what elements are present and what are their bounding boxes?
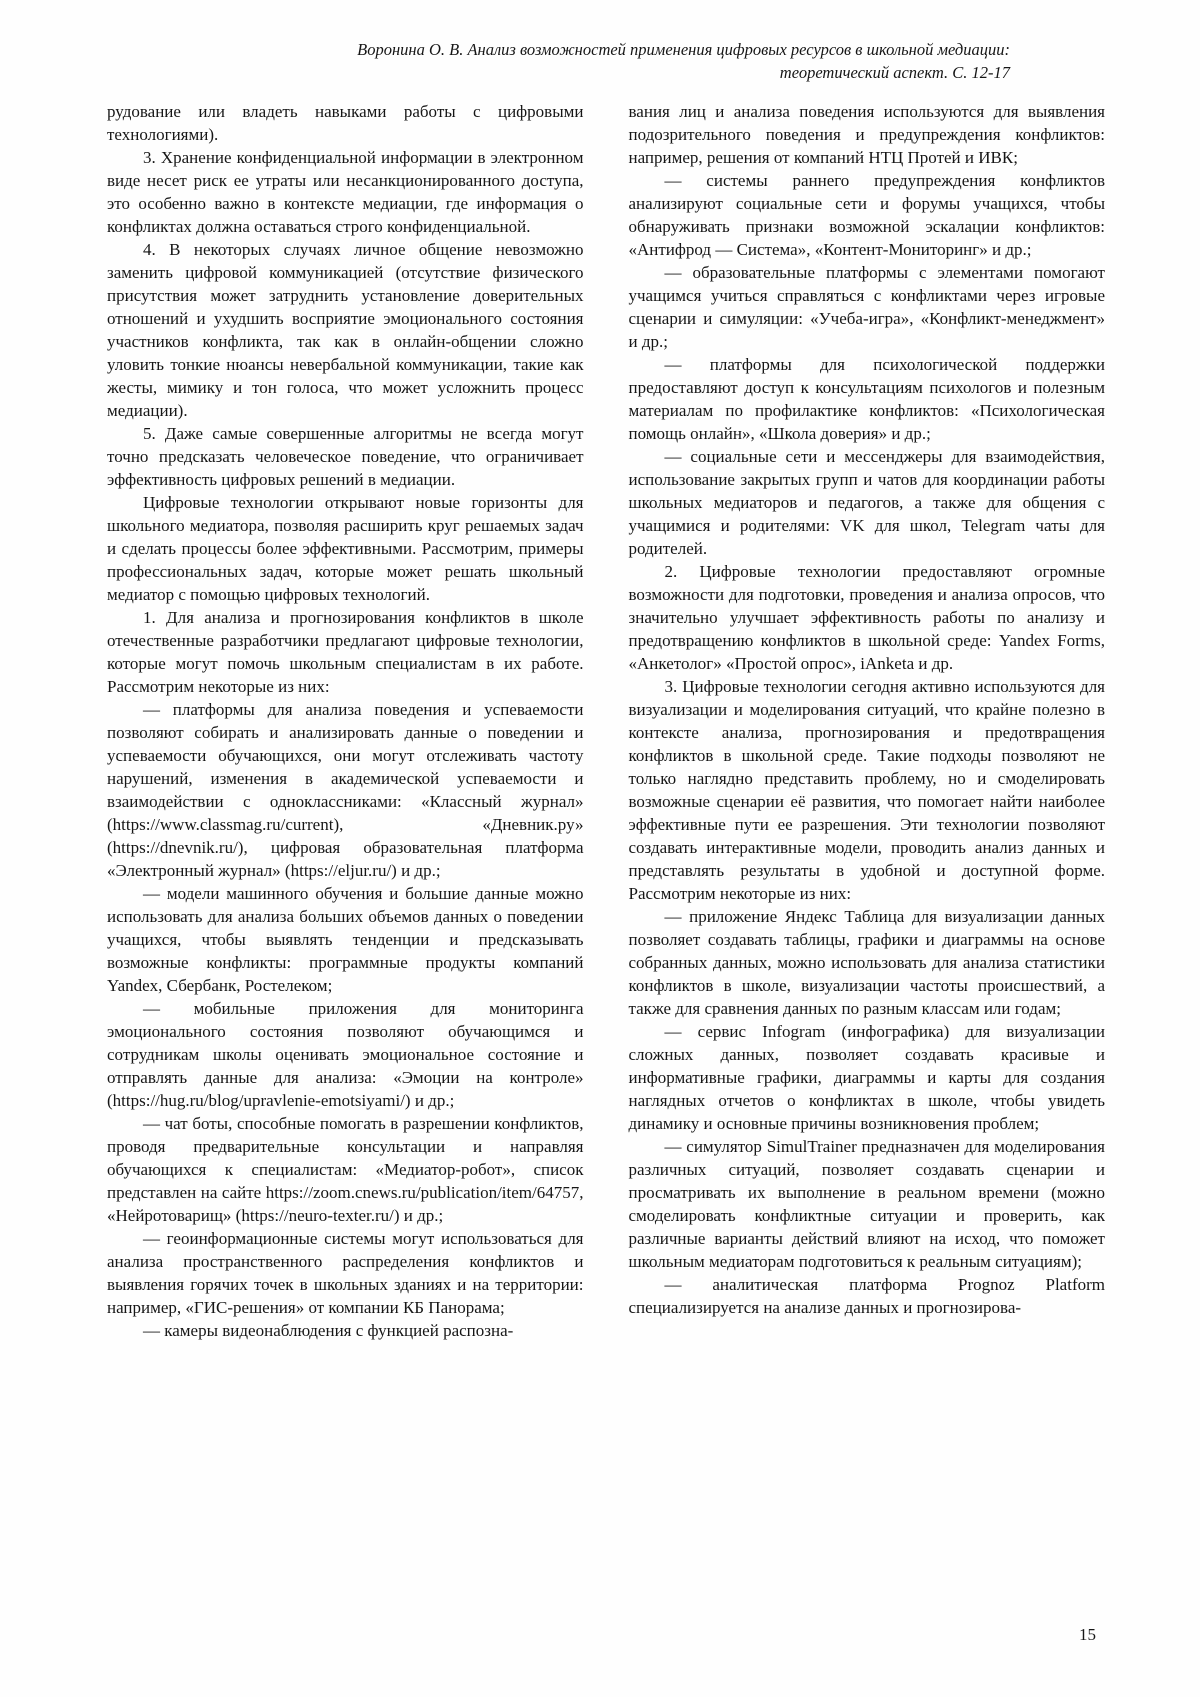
text-columns: [107, 100, 1105, 1342]
paragraph: — модели машинного обучения и большие данные можно использовать для анализа больших объемов данных о поведении учащихся, чтобы выявлять тенденции и предсказывать возможные конфликты: программные продукты компаний Yandex, Сбербанк, Ростелеком;: [107, 884, 584, 995]
paragraph: вания лиц и анализа поведения используются для выявления подозрительного поведения и предупреждения конфликтов: например, решения от компаний НТЦ Протей и ИВК;: [628, 102, 1105, 167]
paragraph: — геоинформационные системы могут использоваться для анализа пространственного распределения конфликтов и выявления горячих точек в школьных зданиях и на территории: например, «ГИС-решения» от компании КБ Панорама;: [107, 1229, 584, 1317]
page-number: 15: [1079, 1625, 1096, 1644]
right-column: [629, 100, 1106, 1342]
paragraph: — аналитическая платформа Prognoz Platform специализируется на анализе данных и прогнозирова-: [628, 1275, 1105, 1317]
paragraph: — камеры видеонаблюдения с функцией распозна-: [143, 1321, 514, 1340]
running-head-line2: теоретический аспект. С. 12-17: [779, 63, 1010, 82]
paragraph: 3. Хранение конфиденциальной информации в электронном виде несет риск ее утраты или несанкционированного доступа, это особенно важно в контексте медиации, где информация о конфликтах должна оставаться строго конфиденциальной.: [107, 148, 584, 236]
paragraph: 1. Для анализа и прогнозирования конфликтов в школе отечественные разработчики предлагают цифровые технологии, которые могут помочь школьным специалистам в их работе. Рассмотрим некоторые из них:: [107, 608, 584, 696]
paragraph: 3. Цифровые технологии сегодня активно используются для визуализации и моделирования ситуаций, что крайне полезно в контексте анализа, прогнозирования и предотвращения конфликтов в школьной среде. Такие подходы позволяют не только наглядно представить проблему, но и смоделировать возможные сценарии её развития, что помогает найти наиболее эффективные пути ее разрешения. Эти технологии позволяют создавать интерактивные модели, проводить анализ данных и представлять результаты в удобной и доступной форме. Рассмотрим некоторые из них:: [628, 677, 1105, 903]
paragraph: 4. В некоторых случаях личное общение невозможно заменить цифровой коммуникацией (отсутствие физического присутствия может затруднить установление доверительных отношений и ухудшить восприятие эмоционального состояния участников конфликта, так как в онлайн-общении сложно уловить тонкие нюансы невербальной коммуникации, такие как жесты, мимику и тон голоса, что может усложнить процесс медиации).: [107, 240, 584, 420]
paragraph: — образовательные платформы с элементами помогают учащимся учиться справляться с конфликтами через игровые сценарии и симуляции: «Учеба-игра», «Конфликт-менеджмент» и др.;: [628, 263, 1105, 351]
paragraph: — платформы для психологической поддержки предоставляют доступ к консультациям психологов и полезным материалам по профилактике конфликтов: «Психологическая помощь онлайн», «Школа доверия» и др.;: [628, 355, 1105, 443]
paragraph: — приложение Яндекс Таблица для визуализации данных позволяет создавать таблицы, графики и диаграммы на основе собранных данных, можно использовать для анализа статистики конфликтов в школе, визуализации частоты происшествий, а также для сравнения данных по разным классам или годам;: [628, 907, 1105, 1018]
paragraph: — платформы для анализа поведения и успеваемости позволяют собирать и анализировать данные о поведении и успеваемости обучающихся, они могут отслеживать частоту нарушений, изменения в академической успеваемости и взаимодействии с одноклассниками: «Классный журнал» (https://www.classmag.ru/current), «Дневник.ру» (https://dnevnik.ru/), цифровая образовательная платформа «Электронный журнал» (https://eljur.ru/) и др.;: [107, 700, 584, 880]
paragraph: рудование или владеть навыками работы с цифровыми технологиями).: [107, 102, 584, 144]
left-column: [107, 100, 584, 1342]
paragraph: — симулятор SimulTrainer предназначен для моделирования различных ситуаций, позволяет создавать сценарии и просматривать их выполнение в реальном времени (можно смоделировать конфликтные ситуации и проверить, как различные варианты действий влияют на исход, что поможет школьным медиаторам подготовиться к реальным ситуациям);: [628, 1137, 1105, 1271]
paragraph: — сервис Infogram (инфографика) для визуализации сложных данных, позволяет создавать красивые и информативные графики, диаграммы и карты для создания наглядных отчетов о конфликтах в школе, чтобы увидеть динамику и основные причины возникновения проблем;: [628, 1022, 1105, 1133]
paragraph: — социальные сети и мессенджеры для взаимодействия, использование закрытых групп и чатов для координации работы школьных медиаторов и педагогов, а также для общения с учащимися и родителями: VK для школ, Telegram чаты для родителей.: [628, 447, 1105, 558]
running-head-line1: Воронина О. В. Анализ возможностей применения цифровых ресурсов в школьной медиации:: [357, 40, 1010, 59]
running-head: [107, 38, 1105, 84]
paragraph: — мобильные приложения для мониторинга эмоционального состояния позволяют обучающимся и сотрудникам школы оценивать эмоциональное состояние и отправлять данные для анализа: «Эмоции на контроле» (https://hug.ru/blog/upravlenie-emotsiyami/) и др.;: [107, 999, 584, 1110]
paragraph: — чат боты, способные помогать в разрешении конфликтов, проводя предварительные консультации и направляя обучающихся к специалистам: «Медиатор-робот», список представлен на сайте https://zoom.cnews.ru/publication/item/64757, «Нейротоварищ» (https://neuro-texter.ru/) и др.;: [107, 1114, 584, 1225]
paragraph: 2. Цифровые технологии предоставляют огромные возможности для подготовки, проведения и анализа опросов, что значительно улучшает эффективность работы по анализу и предотвращению конфликтов в школьной среде: Yandex Forms, «Анкетолог» «Простой опрос», iAnketa и др.: [628, 562, 1105, 673]
paragraph: — системы раннего предупреждения конфликтов анализируют социальные сети и форумы учащихся, чтобы обнаруживать признаки возможной эскалации конфликтов: «Антифрод — Система», «Контент-Мониторинг» и др.;: [628, 171, 1105, 259]
paragraph: Цифровые технологии открывают новые горизонты для школьного медиатора, позволяя расширить круг решаемых задач и сделать процессы более эффективными. Рассмотрим, примеры профессиональных задач, которые может решать школьный медиатор с помощью цифровых технологий.: [107, 493, 584, 604]
paragraph: 5. Даже самые совершенные алгоритмы не всегда могут точно предсказать человеческое поведение, что ограничивает эффективность цифровых решений в медиации.: [107, 424, 584, 489]
